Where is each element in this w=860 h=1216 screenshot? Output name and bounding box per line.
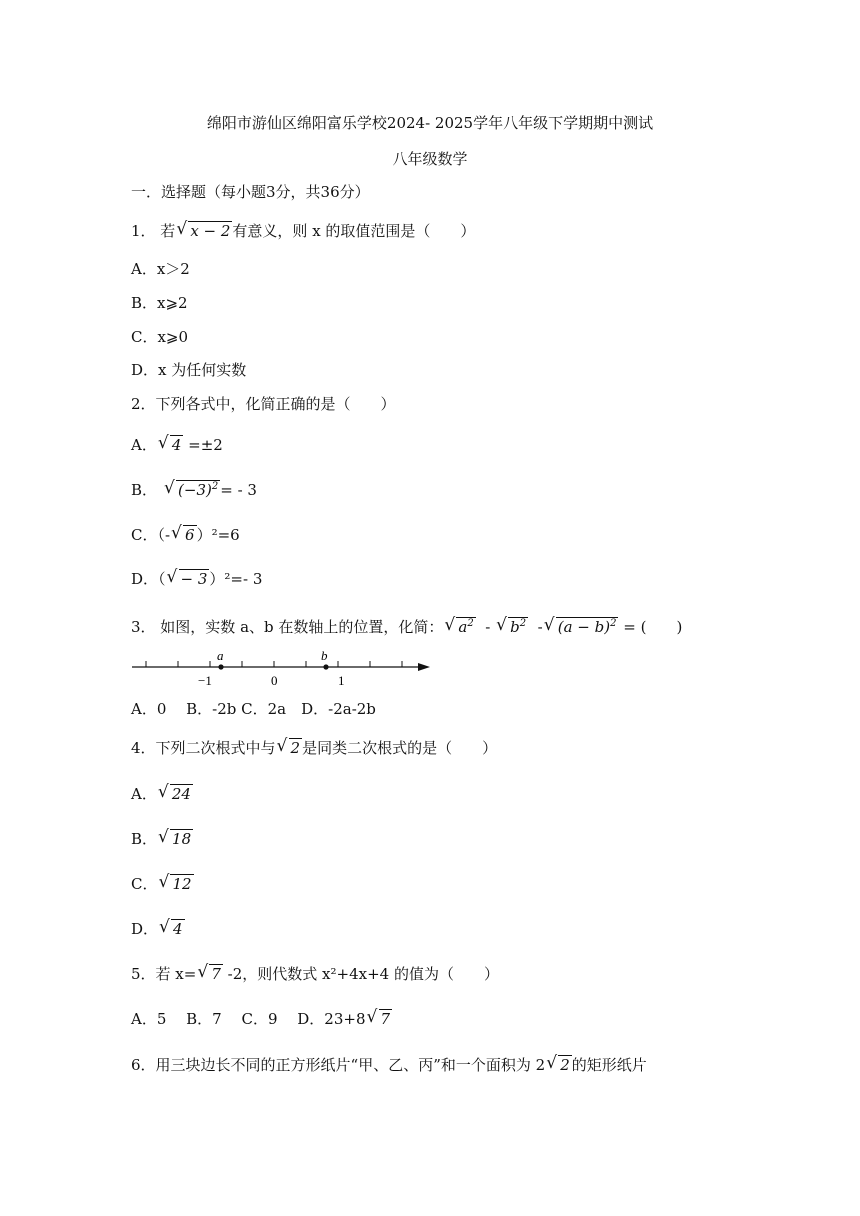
q4-a-label: A． (131, 785, 157, 803)
q2-option-b (131, 479, 257, 500)
q3-rad-1: $a^2$ (458, 618, 474, 636)
q5-options-text: A．5 B．7 C．9 D．23+8 (131, 1010, 366, 1028)
q2-d-rest: ）²=- 3 (209, 570, 263, 588)
q4-option-c (131, 873, 194, 894)
sqrt-symbol (172, 526, 197, 544)
section-heading: 一．选择题（每小题3分，共36分） (131, 183, 370, 201)
q5-prefix: 5．若 x= (131, 965, 197, 983)
point-b (323, 664, 328, 669)
q2-d-radicand: − 3 (180, 570, 208, 588)
q4-c-radicand: 12 (172, 875, 192, 893)
q4-b-label: B． (131, 830, 158, 848)
q6-suffix: 的矩形纸片 (571, 1056, 647, 1074)
point-a (218, 664, 223, 669)
q3-rad-2-text: b (510, 618, 520, 636)
q1-option-c: C．x⩾0 (131, 328, 189, 346)
page-subtitle: 八年级数学 (392, 150, 468, 168)
tick-marks (146, 661, 402, 667)
q5-suffix: -2，则代数式 x²+4x+4 的值为（ ） (222, 965, 499, 983)
q3-rad-1-text: a (458, 618, 468, 636)
tick-label-1: 1 (338, 673, 345, 688)
q4-a-radicand: 24 (171, 785, 191, 803)
q4-prefix: 4．下列二次根式中与 (131, 739, 276, 757)
sqrt-symbol (177, 222, 232, 240)
q3-rad-2: $b^2$ (510, 618, 527, 636)
question-2: 2．下列各式中，化简正确的是（ ） (131, 395, 396, 413)
q5-options (131, 1008, 392, 1029)
q6-radicand: 2 (560, 1056, 570, 1074)
q2-d-label: D．（ (131, 570, 166, 588)
sqrt-symbol (278, 739, 303, 757)
q2-c-rest: ）²=6 (196, 526, 240, 544)
sqrt-symbol (160, 920, 185, 938)
q1-option-d: D．x 为任何实数 (131, 361, 247, 379)
sqrt-symbol (159, 875, 193, 893)
q3-rad-3: $(a - b)^2$ (557, 618, 617, 636)
tick-label-0: 0 (271, 673, 278, 688)
sqrt-symbol (445, 618, 475, 636)
q2-a-rest: =±2 (183, 436, 223, 454)
q4-d-radicand: 4 (173, 920, 183, 938)
sqrt-symbol (368, 1010, 393, 1028)
label-a: a (217, 648, 224, 663)
q3-rad-3-text: (a − b) (557, 618, 611, 636)
minus-sign: - (480, 618, 496, 636)
q2-b-radicand: $(-3)^2$ (178, 481, 219, 499)
number-line-figure (130, 646, 440, 690)
q4-c-label: C． (131, 875, 158, 893)
q4-suffix: 是同类二次根式的是（ ） (302, 739, 498, 757)
q2-option-c (131, 524, 240, 545)
question-5 (131, 963, 499, 984)
q2-c-radicand: 6 (185, 526, 195, 544)
q3-tail: = ( ) (623, 618, 683, 636)
page-title: 绵阳市游仙区绵阳富乐学校2024- 2025学年八年级下学期期中测试 (206, 114, 654, 132)
q4-radicand: 2 (290, 739, 301, 757)
sqrt-symbol (165, 481, 220, 499)
q2-b-label: B． (131, 481, 158, 499)
sqrt-symbol (198, 965, 223, 983)
sqrt-symbol (545, 618, 619, 636)
sqrt-symbol (497, 618, 528, 636)
q3-stem: 3． 如图，实数 a、b 在数轴上的位置，化简： (131, 618, 444, 636)
q2-c-label: C．（- (131, 526, 171, 544)
q1-option-b: B．x⩾2 (131, 294, 188, 312)
sqrt-symbol (159, 830, 193, 848)
question-6 (131, 1054, 647, 1075)
q2-a-label: A． (131, 436, 157, 454)
q1-prefix: 1． 若 (131, 222, 176, 240)
q4-d-label: D． (131, 920, 159, 938)
q1-suffix: 有意义，则 x 的取值范围是（ ） (232, 222, 476, 240)
q4-option-d (131, 918, 185, 939)
q2-b-radicand-text: (−3) (178, 481, 212, 499)
tick-label-neg1: −1 (198, 673, 212, 688)
q5-radicand: 7 (211, 965, 221, 983)
question-3 (131, 616, 682, 637)
q4-b-radicand: 18 (172, 830, 192, 848)
question-4 (131, 737, 497, 758)
q2-option-d (131, 568, 262, 589)
sqrt-symbol (159, 785, 193, 803)
q1-option-a: A．x＞2 (131, 260, 190, 278)
q3-options: A．0 B．-2b C．2a D．-2a-2b (131, 700, 376, 718)
sqrt-symbol (159, 436, 184, 454)
question-1 (131, 220, 475, 241)
minus-sign: - (532, 618, 543, 636)
q4-option-b (131, 828, 193, 849)
sqrt-symbol (168, 570, 210, 588)
q1-radicand: x − 2 (190, 222, 231, 240)
q2-a-radicand: 4 (171, 436, 182, 454)
q5-last-radicand: 7 (380, 1010, 391, 1028)
q6-prefix: 6．用三块边长不同的正方形纸片“甲、乙、丙”和一个面积为 2 (131, 1056, 546, 1074)
q4-option-a (131, 783, 193, 804)
label-b: b (321, 648, 328, 663)
arrow-head-icon (418, 663, 430, 671)
q2-b-rest: = - 3 (220, 481, 257, 499)
q2-option-a (131, 434, 223, 455)
sqrt-symbol (547, 1056, 572, 1074)
